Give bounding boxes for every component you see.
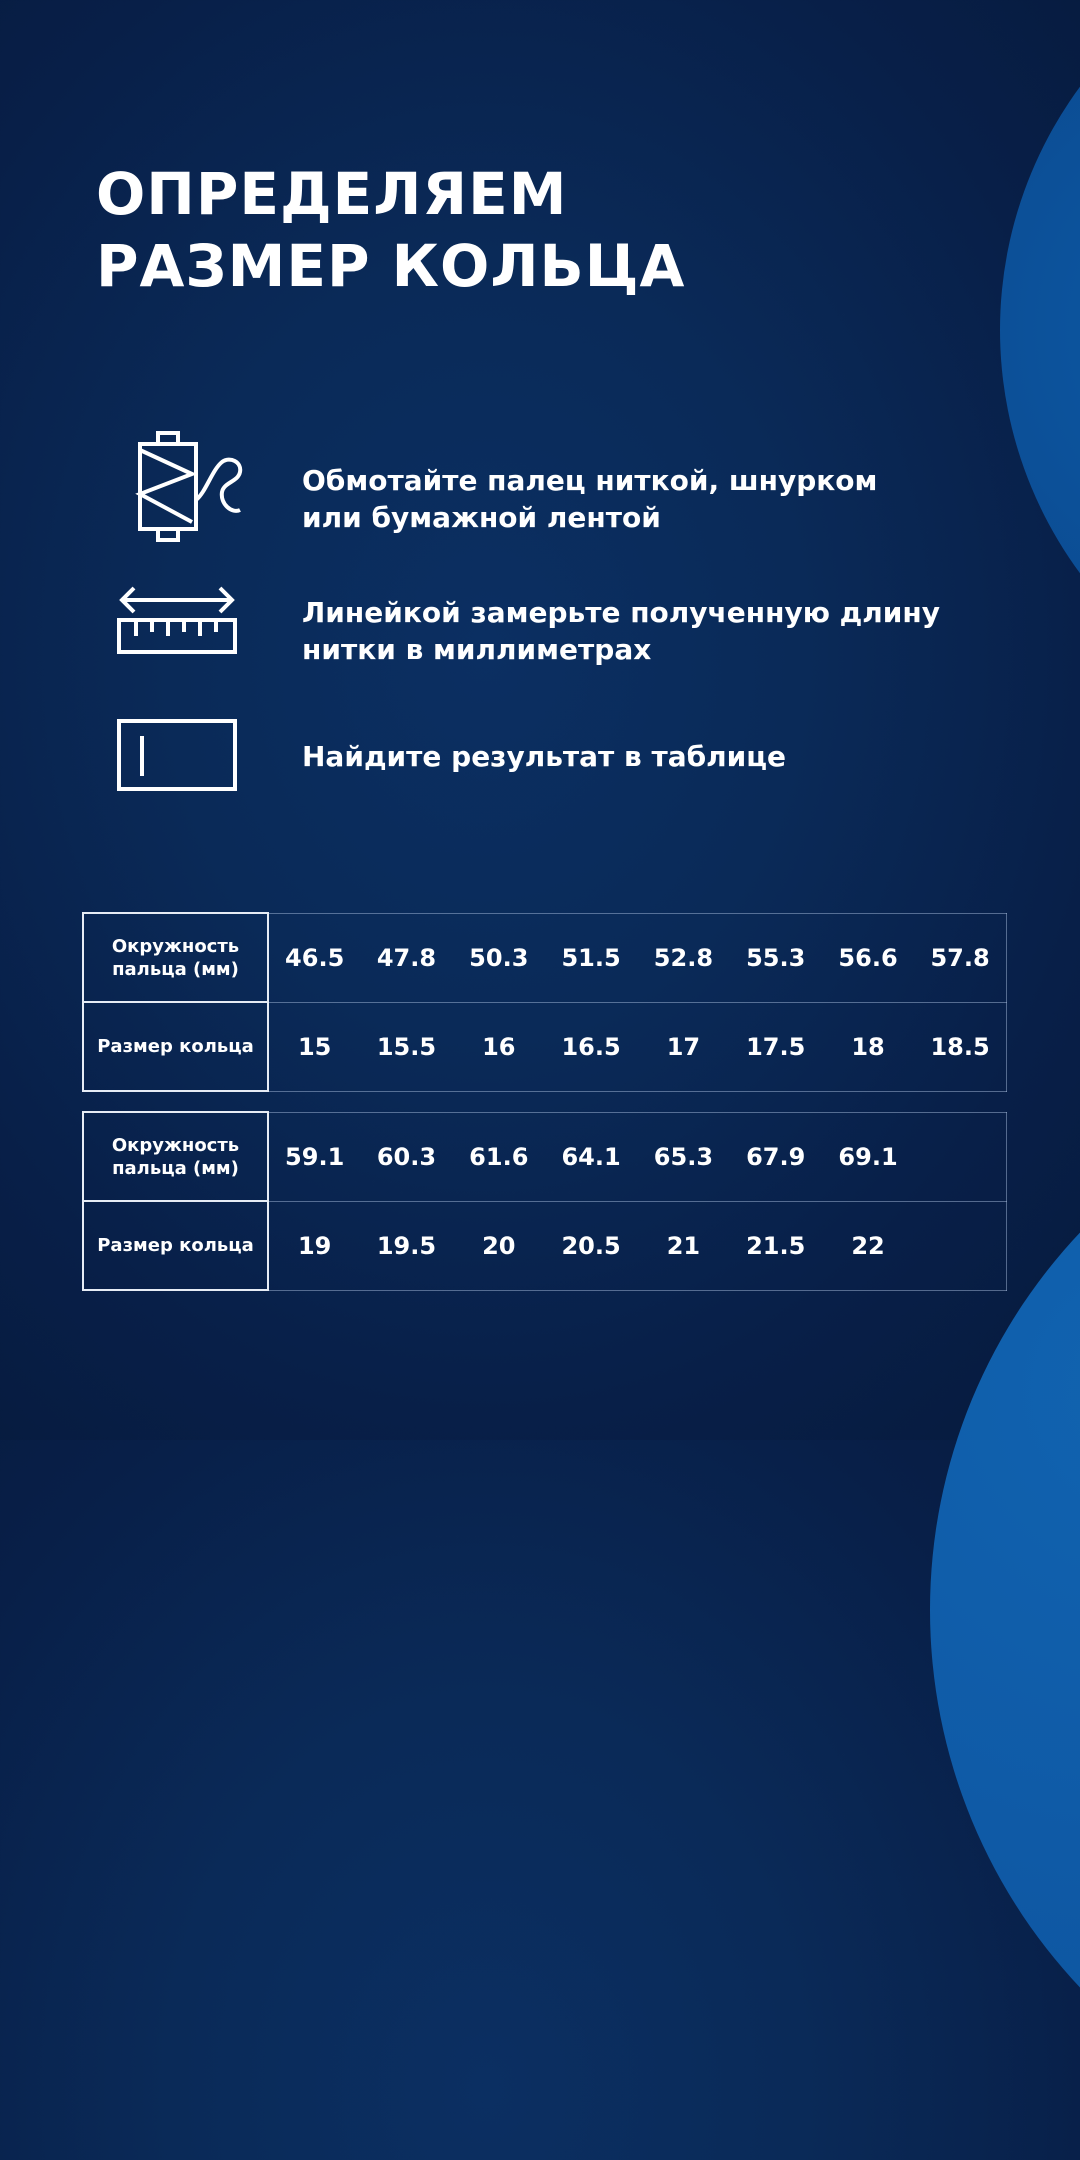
row-label-line-2: пальца (мм) [112, 1157, 239, 1179]
table-cell-empty [914, 1201, 1006, 1290]
step-find-result [0, 716, 1080, 836]
size-table-1 [82, 912, 1007, 1092]
table-cell: 61.6 [453, 1112, 545, 1201]
size-table-2 [82, 1111, 1007, 1291]
step-wrap-finger [0, 430, 1080, 550]
row-label-line-1: Окружность [111, 1134, 240, 1156]
step-text-measure-length [302, 594, 1002, 668]
table-row-circumference [83, 913, 1007, 1002]
table-cell: 55.3 [730, 913, 822, 1002]
row-label-line-1: Окружность [111, 935, 240, 957]
row-label-ring-size: Размер кольца [83, 1201, 268, 1290]
step-1-line-2: или бумажной лентой [302, 501, 661, 534]
table-cell: 50.3 [453, 913, 545, 1002]
table-cell: 46.5 [268, 913, 360, 1002]
row-label-circumference [83, 1112, 268, 1201]
table-cell: 47.8 [360, 913, 452, 1002]
step-text-wrap-finger [302, 462, 1002, 536]
table-cell: 18.5 [914, 1002, 1006, 1091]
table-cell: 15.5 [360, 1002, 452, 1091]
title-line-2: РАЗМЕР КОЛЬЦА [96, 232, 686, 300]
table-cell: 21 [637, 1201, 729, 1290]
table-cell: 17.5 [730, 1002, 822, 1091]
table-cell: 60.3 [360, 1112, 452, 1201]
thread-spool-icon [134, 430, 246, 546]
table-row-ring-size [83, 1002, 1007, 1091]
table-cell: 59.1 [268, 1112, 360, 1201]
table-cell-empty [914, 1112, 1006, 1201]
table-row-ring-size [83, 1201, 1007, 1290]
table-cell: 64.1 [545, 1112, 637, 1201]
table-cell: 16.5 [545, 1002, 637, 1091]
table-cell: 52.8 [637, 913, 729, 1002]
table-cell: 16 [453, 1002, 545, 1091]
row-label-circumference [83, 913, 268, 1002]
step-2-line-1: Линейкой замерьте полученную длину [302, 596, 940, 629]
table-cell: 20 [453, 1201, 545, 1290]
step-text-find-result [302, 738, 1002, 775]
table-cell: 57.8 [914, 913, 1006, 1002]
table-row-circumference [83, 1112, 1007, 1201]
step-3-line-1: Найдите результат в таблице [302, 740, 787, 773]
row-label-line-2: пальца (мм) [112, 958, 239, 980]
table-cell: 18 [822, 1002, 914, 1091]
table-cell: 65.3 [637, 1112, 729, 1201]
table-cell: 67.9 [730, 1112, 822, 1201]
table-cell: 51.5 [545, 913, 637, 1002]
title-line-1: ОПРЕДЕЛЯЕМ [96, 160, 568, 228]
table-cell: 15 [268, 1002, 360, 1091]
step-measure-length [0, 582, 1080, 702]
table-cell: 20.5 [545, 1201, 637, 1290]
page-title [96, 158, 685, 302]
table-cell: 19.5 [360, 1201, 452, 1290]
row-label-ring-size: Размер кольца [83, 1002, 268, 1091]
step-2-line-2: нитки в миллиметрах [302, 633, 652, 666]
table-cell: 22 [822, 1201, 914, 1290]
table-cell: 19 [268, 1201, 360, 1290]
table-cell: 17 [637, 1002, 729, 1091]
ruler-icon [116, 582, 240, 658]
step-1-line-1: Обмотайте палец ниткой, шнурком [302, 464, 878, 497]
table-cell: 69.1 [822, 1112, 914, 1201]
table-cell: 56.6 [822, 913, 914, 1002]
table-cell: 21.5 [730, 1201, 822, 1290]
table-icon [116, 718, 240, 794]
